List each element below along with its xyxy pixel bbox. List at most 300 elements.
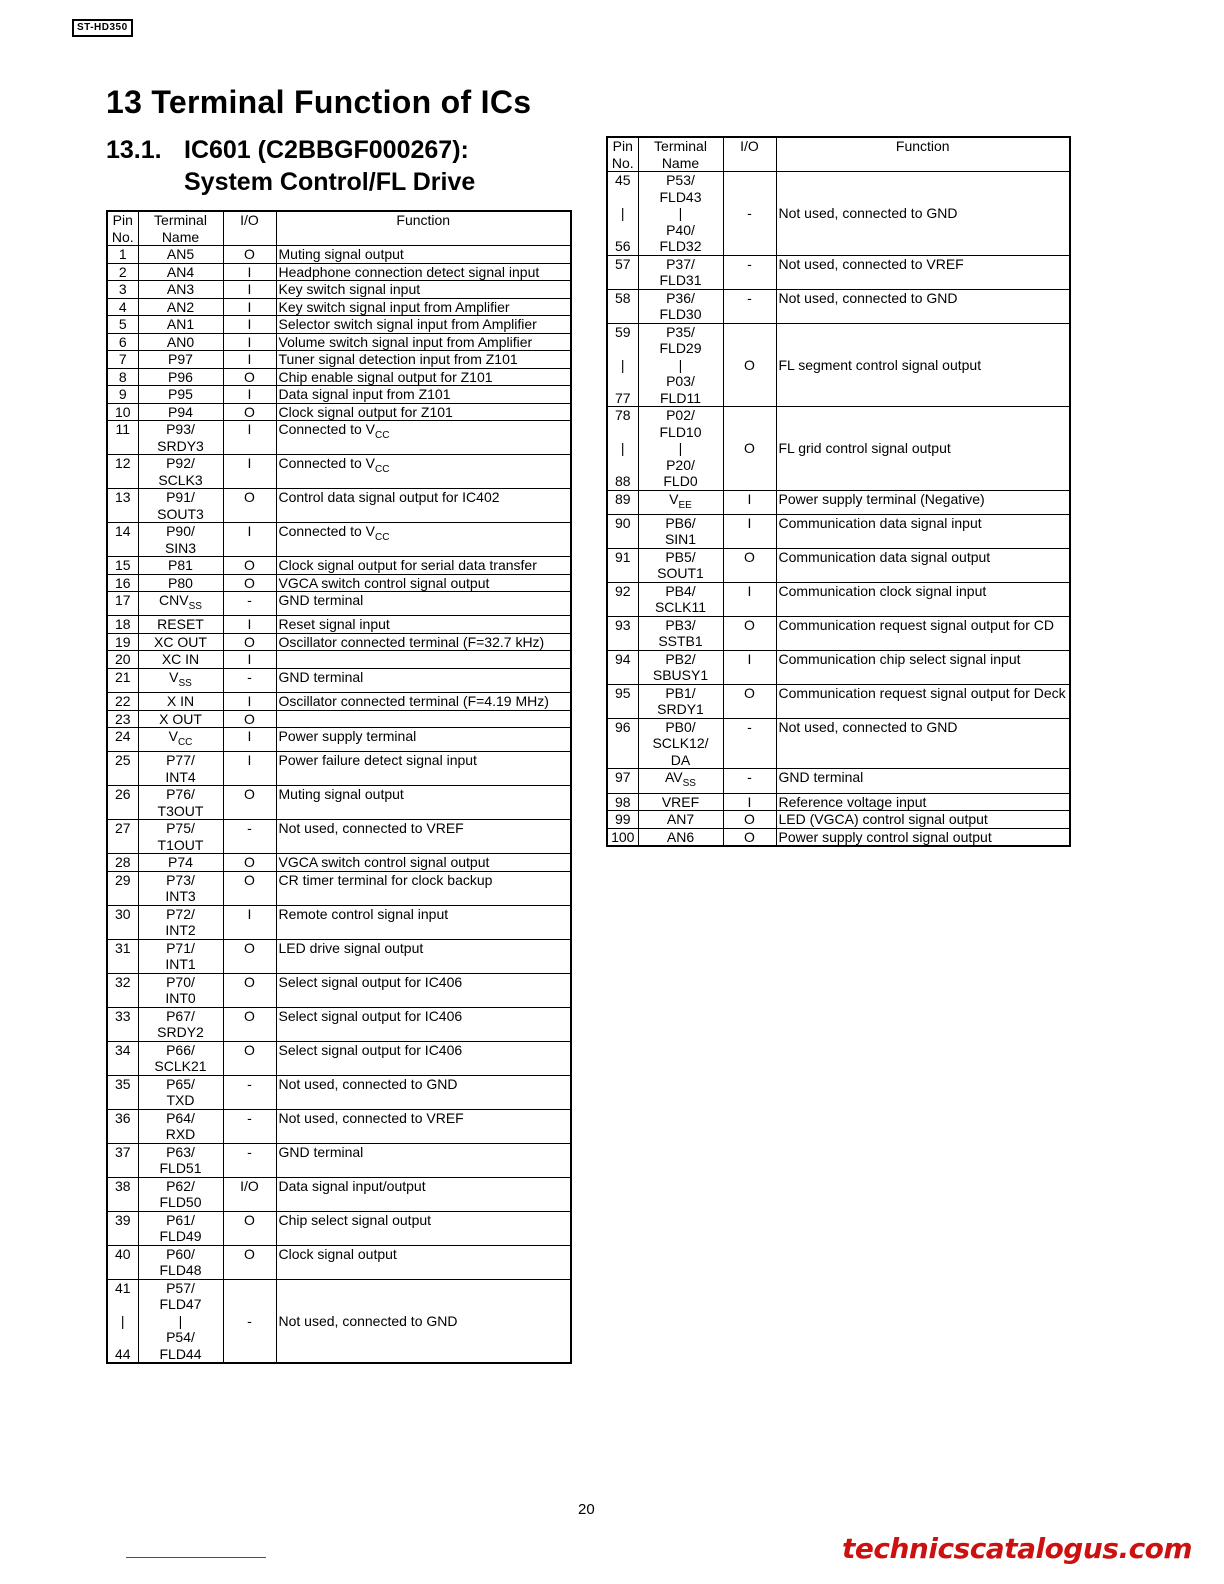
table-header-row — [607, 137, 1070, 172]
terminal-cell: P65/ TXD — [138, 1075, 223, 1109]
pin-cell: 34 — [107, 1041, 138, 1075]
pin-cell: 9 — [107, 386, 138, 404]
io-cell: O — [223, 939, 276, 973]
function-cell: Communication request signal output for CD — [776, 616, 1070, 650]
table-row — [107, 668, 571, 692]
pin-cell: 58 — [607, 289, 638, 323]
pin-cell: 3 — [107, 281, 138, 299]
io-cell: O — [223, 489, 276, 523]
io-cell: - — [723, 769, 776, 793]
io-cell: O — [223, 557, 276, 575]
terminal-cell: PB4/ SCLK11 — [638, 582, 723, 616]
terminal-cell: XC IN — [138, 651, 223, 669]
table-row — [107, 693, 571, 711]
table-row — [607, 582, 1070, 616]
terminal-cell: P92/ SCLK3 — [138, 455, 223, 489]
function-cell: Reference voltage input — [776, 793, 1070, 811]
terminal-cell: PB3/ SSTB1 — [638, 616, 723, 650]
pin-cell: 99 — [607, 811, 638, 829]
io-cell: O — [223, 973, 276, 1007]
pin-cell: 59 | 77 — [607, 323, 638, 407]
function-cell: Communication request signal output for Deck — [776, 684, 1070, 718]
table-header-row — [107, 211, 571, 246]
terminal-cell: PB6/ SIN1 — [638, 514, 723, 548]
pin-cell: 91 — [607, 548, 638, 582]
table-row — [107, 973, 571, 1007]
io-cell: I — [223, 455, 276, 489]
io-cell: I — [223, 752, 276, 786]
terminal-cell: AN6 — [638, 828, 723, 846]
table-row — [107, 281, 571, 299]
function-cell: Not used, connected to VREF — [276, 1109, 571, 1143]
pin-cell: 30 — [107, 905, 138, 939]
pin-cell: 89 — [607, 490, 638, 514]
function-cell: LED drive signal output — [276, 939, 571, 973]
terminal-cell: P36/ FLD30 — [638, 289, 723, 323]
terminal-cell: RESET — [138, 616, 223, 634]
table-row — [107, 403, 571, 421]
function-cell: Clock signal output for serial data transfer — [276, 557, 571, 575]
table-row — [107, 421, 571, 455]
terminal-cell: P70/ INT0 — [138, 973, 223, 1007]
terminal-cell: P97 — [138, 351, 223, 369]
pin-cell: 18 — [107, 616, 138, 634]
section-title-line1: IC601 (C2BBGF000267): — [184, 136, 469, 164]
terminal-cell: P67/ SRDY2 — [138, 1007, 223, 1041]
pin-cell: 100 — [607, 828, 638, 846]
function-cell: GND terminal — [276, 592, 571, 616]
terminal-cell: AN2 — [138, 298, 223, 316]
io-cell: I — [223, 651, 276, 669]
table-row — [607, 793, 1070, 811]
function-cell: Chip select signal output — [276, 1211, 571, 1245]
table-row — [107, 386, 571, 404]
table-row — [607, 490, 1070, 514]
table-row — [107, 592, 571, 616]
table-row — [607, 616, 1070, 650]
pin-cell: 94 — [607, 650, 638, 684]
function-cell: Oscillator connected terminal (F=32.7 kHz) — [276, 633, 571, 651]
terminal-cell: P61/ FLD49 — [138, 1211, 223, 1245]
function-cell: Not used, connected to VREF — [276, 820, 571, 854]
terminal-cell: P62/ FLD50 — [138, 1177, 223, 1211]
function-cell: Power supply terminal — [276, 728, 571, 752]
function-cell: Muting signal output — [276, 786, 571, 820]
table-row — [607, 811, 1070, 829]
terminal-cell: P77/ INT4 — [138, 752, 223, 786]
io-cell: O — [723, 548, 776, 582]
io-cell: - — [223, 1075, 276, 1109]
terminal-cell: P53/ FLD43 | P40/ FLD32 — [638, 172, 723, 256]
io-cell: I — [223, 616, 276, 634]
io-cell: - — [223, 668, 276, 692]
io-cell: O — [223, 403, 276, 421]
pin-cell: 23 — [107, 710, 138, 728]
terminal-cell: PB2/ SBUSY1 — [638, 650, 723, 684]
terminal-cell: P02/ FLD10 | P20/ FLD0 — [638, 407, 723, 491]
terminal-cell: AN0 — [138, 333, 223, 351]
io-cell: - — [223, 1143, 276, 1177]
function-cell: Not used, connected to GND — [776, 172, 1070, 256]
table-row — [107, 1245, 571, 1279]
function-cell: Clock signal output — [276, 1245, 571, 1279]
pin-cell: 29 — [107, 871, 138, 905]
header-io: I/O — [223, 211, 276, 246]
page-title: 13 Terminal Function of ICs — [106, 84, 532, 120]
table-row — [107, 616, 571, 634]
table-row — [607, 828, 1070, 846]
table-row — [607, 255, 1070, 289]
io-cell: - — [223, 1109, 276, 1143]
io-cell: O — [723, 811, 776, 829]
table-row — [107, 1177, 571, 1211]
table-row — [107, 633, 571, 651]
table-row — [607, 407, 1070, 491]
pin-cell: 25 — [107, 752, 138, 786]
table-row — [107, 557, 571, 575]
pin-cell: 2 — [107, 263, 138, 281]
terminal-cell: $V_{SS}$ — [138, 668, 223, 692]
function-cell: Power supply terminal (Negative) — [776, 490, 1070, 514]
io-cell: I — [223, 298, 276, 316]
function-cell: Oscillator connected terminal (F=4.19 MHz) — [276, 693, 571, 711]
pin-cell: 8 — [107, 368, 138, 386]
io-cell: I/O — [223, 1177, 276, 1211]
io-cell: O — [223, 574, 276, 592]
terminal-cell: P90/ SIN3 — [138, 523, 223, 557]
pin-cell: 78 | 88 — [607, 407, 638, 491]
table-row — [107, 1279, 571, 1363]
pin-cell: 21 — [107, 668, 138, 692]
pin-cell: 16 — [107, 574, 138, 592]
pin-cell: 97 — [607, 769, 638, 793]
function-cell: Key switch signal input — [276, 281, 571, 299]
pin-table-right — [606, 136, 1071, 847]
table-row — [607, 650, 1070, 684]
table-row — [107, 263, 571, 281]
table-row — [107, 728, 571, 752]
table-row — [607, 514, 1070, 548]
io-cell: O — [723, 828, 776, 846]
terminal-cell: P35/ FLD29 | P03/ FLD11 — [638, 323, 723, 407]
table-row — [107, 854, 571, 872]
io-cell: - — [223, 1279, 276, 1363]
function-cell: Headphone connection detect signal input — [276, 263, 571, 281]
io-cell: I — [723, 582, 776, 616]
io-cell: I — [223, 728, 276, 752]
table-row — [607, 769, 1070, 793]
pin-cell: 37 — [107, 1143, 138, 1177]
io-cell: - — [723, 289, 776, 323]
terminal-cell: P57/ FLD47 | P54/ FLD44 — [138, 1279, 223, 1363]
section-title-line2: System Control/FL Drive — [184, 168, 476, 196]
io-cell: O — [223, 854, 276, 872]
function-cell: Not used, connected to GND — [776, 718, 1070, 769]
terminal-cell: P81 — [138, 557, 223, 575]
table-row — [107, 710, 571, 728]
pin-cell: 90 — [607, 514, 638, 548]
terminal-cell: $AV_{SS}$ — [638, 769, 723, 793]
function-cell: Control data signal output for IC402 — [276, 489, 571, 523]
pin-cell: 14 — [107, 523, 138, 557]
function-cell: Tuner signal detection input from Z101 — [276, 351, 571, 369]
header-pin: Pin No. — [607, 137, 638, 172]
io-cell: - — [223, 820, 276, 854]
io-cell: O — [223, 246, 276, 264]
pin-cell: 28 — [107, 854, 138, 872]
pin-cell: 92 — [607, 582, 638, 616]
table-row — [107, 316, 571, 334]
table-row — [107, 298, 571, 316]
io-cell: - — [723, 255, 776, 289]
function-cell: VGCA switch control signal output — [276, 854, 571, 872]
header-pin: Pin No. — [107, 211, 138, 246]
terminal-cell: P72/ INT2 — [138, 905, 223, 939]
table-row — [107, 333, 571, 351]
table-row — [107, 523, 571, 557]
function-cell: Communication data signal output — [776, 548, 1070, 582]
terminal-cell: AN4 — [138, 263, 223, 281]
table-row — [107, 820, 571, 854]
io-cell: - — [723, 718, 776, 769]
pin-cell: 41 | 44 — [107, 1279, 138, 1363]
terminal-cell: X OUT — [138, 710, 223, 728]
pin-cell: 6 — [107, 333, 138, 351]
io-cell: I — [223, 386, 276, 404]
function-cell: Not used, connected to VREF — [776, 255, 1070, 289]
table-row — [607, 172, 1070, 256]
io-cell: I — [223, 351, 276, 369]
table-row — [107, 489, 571, 523]
function-cell: Connected to $V_{CC}$ — [276, 455, 571, 489]
terminal-cell: P75/ T1OUT — [138, 820, 223, 854]
io-cell: O — [223, 786, 276, 820]
pin-cell: 32 — [107, 973, 138, 1007]
function-cell — [276, 710, 571, 728]
terminal-cell: AN7 — [638, 811, 723, 829]
terminal-cell: P76/ T3OUT — [138, 786, 223, 820]
pin-cell: 26 — [107, 786, 138, 820]
terminal-cell: P80 — [138, 574, 223, 592]
terminal-cell: AN3 — [138, 281, 223, 299]
terminal-cell: P63/ FLD51 — [138, 1143, 223, 1177]
model-tag: ST-HD350 — [72, 19, 133, 37]
terminal-cell: PB0/ SCLK12/ DA — [638, 718, 723, 769]
page-number: 20 — [578, 1501, 595, 1518]
pin-cell: 17 — [107, 592, 138, 616]
pin-cell: 35 — [107, 1075, 138, 1109]
function-cell: Remote control signal input — [276, 905, 571, 939]
table-row — [107, 368, 571, 386]
pin-cell: 57 — [607, 255, 638, 289]
io-cell: O — [223, 633, 276, 651]
pin-cell: 15 — [107, 557, 138, 575]
terminal-cell: VREF — [638, 793, 723, 811]
function-cell: GND terminal — [276, 1143, 571, 1177]
table-row — [107, 1041, 571, 1075]
terminal-cell: AN5 — [138, 246, 223, 264]
terminal-cell: P95 — [138, 386, 223, 404]
pin-cell: 40 — [107, 1245, 138, 1279]
pin-cell: 4 — [107, 298, 138, 316]
function-cell: Not used, connected to GND — [276, 1279, 571, 1363]
io-cell: O — [223, 368, 276, 386]
terminal-cell: P94 — [138, 403, 223, 421]
pin-cell: 38 — [107, 1177, 138, 1211]
pin-cell: 11 — [107, 421, 138, 455]
io-cell: O — [223, 1007, 276, 1041]
function-cell: Key switch signal input from Amplifier — [276, 298, 571, 316]
table-row — [107, 1075, 571, 1109]
function-cell: FL segment control signal output — [776, 323, 1070, 407]
terminal-cell: X IN — [138, 693, 223, 711]
io-cell: O — [223, 710, 276, 728]
function-cell: GND terminal — [776, 769, 1070, 793]
io-cell: O — [723, 407, 776, 491]
pin-cell: 96 — [607, 718, 638, 769]
function-cell: Muting signal output — [276, 246, 571, 264]
table-row — [607, 548, 1070, 582]
pin-cell: 19 — [107, 633, 138, 651]
function-cell: Clock signal output for Z101 — [276, 403, 571, 421]
terminal-cell: $CNV_{SS}$ — [138, 592, 223, 616]
pin-cell: 39 — [107, 1211, 138, 1245]
table-row — [607, 289, 1070, 323]
io-cell: - — [223, 592, 276, 616]
terminal-cell: XC OUT — [138, 633, 223, 651]
io-cell: O — [223, 1211, 276, 1245]
table-row — [107, 574, 571, 592]
pin-cell: 36 — [107, 1109, 138, 1143]
table-row — [607, 684, 1070, 718]
pin-cell: 27 — [107, 820, 138, 854]
terminal-cell: P71/ INT1 — [138, 939, 223, 973]
io-cell: I — [723, 490, 776, 514]
terminal-cell: PB5/ SOUT1 — [638, 548, 723, 582]
watermark[interactable]: technicscatalogus.com — [842, 1532, 1193, 1565]
header-terminal: Terminal Name — [138, 211, 223, 246]
function-cell: Reset signal input — [276, 616, 571, 634]
terminal-cell: P96 — [138, 368, 223, 386]
io-cell: O — [223, 1041, 276, 1075]
function-cell: Connected to $V_{CC}$ — [276, 421, 571, 455]
header-terminal: Terminal Name — [638, 137, 723, 172]
terminal-cell: P66/ SCLK21 — [138, 1041, 223, 1075]
table-row — [607, 718, 1070, 769]
table-row — [107, 455, 571, 489]
terminal-cell: P91/ SOUT3 — [138, 489, 223, 523]
io-cell: I — [723, 514, 776, 548]
pin-cell: 13 — [107, 489, 138, 523]
pin-cell: 31 — [107, 939, 138, 973]
pin-cell: 5 — [107, 316, 138, 334]
function-cell: Communication clock signal input — [776, 582, 1070, 616]
pin-cell: 33 — [107, 1007, 138, 1041]
io-cell: I — [223, 281, 276, 299]
table-row — [107, 651, 571, 669]
terminal-cell: P93/ SRDY3 — [138, 421, 223, 455]
pin-cell: 93 — [607, 616, 638, 650]
pin-cell: 22 — [107, 693, 138, 711]
function-cell: Power supply control signal output — [776, 828, 1070, 846]
io-cell: I — [223, 693, 276, 711]
table-row — [607, 323, 1070, 407]
terminal-cell: P37/ FLD31 — [638, 255, 723, 289]
terminal-cell: P74 — [138, 854, 223, 872]
table-row — [107, 1109, 571, 1143]
function-cell: Volume switch signal input from Amplifier — [276, 333, 571, 351]
io-cell: I — [223, 263, 276, 281]
pin-cell: 20 — [107, 651, 138, 669]
table-row — [107, 939, 571, 973]
function-cell: Power failure detect signal input — [276, 752, 571, 786]
function-cell: VGCA switch control signal output — [276, 574, 571, 592]
pin-cell: 1 — [107, 246, 138, 264]
function-cell: Communication data signal input — [776, 514, 1070, 548]
table-row — [107, 871, 571, 905]
table-row — [107, 1143, 571, 1177]
table-row — [107, 786, 571, 820]
header-function: Function — [776, 137, 1070, 172]
pin-cell: 45 | 56 — [607, 172, 638, 256]
footer-link-line — [126, 1557, 266, 1558]
terminal-cell: AN1 — [138, 316, 223, 334]
pin-cell: 10 — [107, 403, 138, 421]
io-cell: I — [223, 421, 276, 455]
table-row — [107, 752, 571, 786]
function-cell: Connected to $V_{CC}$ — [276, 523, 571, 557]
io-cell: O — [223, 871, 276, 905]
pin-cell: 95 — [607, 684, 638, 718]
table-row — [107, 1211, 571, 1245]
pin-table-left — [106, 210, 572, 1364]
terminal-cell: PB1/ SRDY1 — [638, 684, 723, 718]
header-function: Function — [276, 211, 571, 246]
io-cell: I — [723, 793, 776, 811]
function-cell: Not used, connected to GND — [276, 1075, 571, 1109]
pin-cell: 12 — [107, 455, 138, 489]
io-cell: O — [223, 1245, 276, 1279]
section-number: 13.1. — [106, 136, 162, 164]
function-cell: FL grid control signal output — [776, 407, 1070, 491]
terminal-cell: $V_{CC}$ — [138, 728, 223, 752]
function-cell: GND terminal — [276, 668, 571, 692]
function-cell: Communication chip select signal input — [776, 650, 1070, 684]
table-row — [107, 1007, 571, 1041]
io-cell: I — [223, 523, 276, 557]
io-cell: O — [723, 323, 776, 407]
function-cell: Chip enable signal output for Z101 — [276, 368, 571, 386]
function-cell: Data signal input from Z101 — [276, 386, 571, 404]
pin-cell: 24 — [107, 728, 138, 752]
io-cell: O — [723, 616, 776, 650]
table-row — [107, 905, 571, 939]
io-cell: I — [223, 333, 276, 351]
function-cell: Data signal input/output — [276, 1177, 571, 1211]
terminal-cell: P73/ INT3 — [138, 871, 223, 905]
function-cell: Selector switch signal input from Amplifier — [276, 316, 571, 334]
io-cell: I — [723, 650, 776, 684]
table-row — [107, 351, 571, 369]
io-cell: - — [723, 172, 776, 256]
function-cell: Not used, connected to GND — [776, 289, 1070, 323]
io-cell: I — [223, 905, 276, 939]
function-cell: CR timer terminal for clock backup — [276, 871, 571, 905]
terminal-cell: P60/ FLD48 — [138, 1245, 223, 1279]
terminal-cell: $V_{EE}$ — [638, 490, 723, 514]
function-cell: LED (VGCA) control signal output — [776, 811, 1070, 829]
io-cell: I — [223, 316, 276, 334]
